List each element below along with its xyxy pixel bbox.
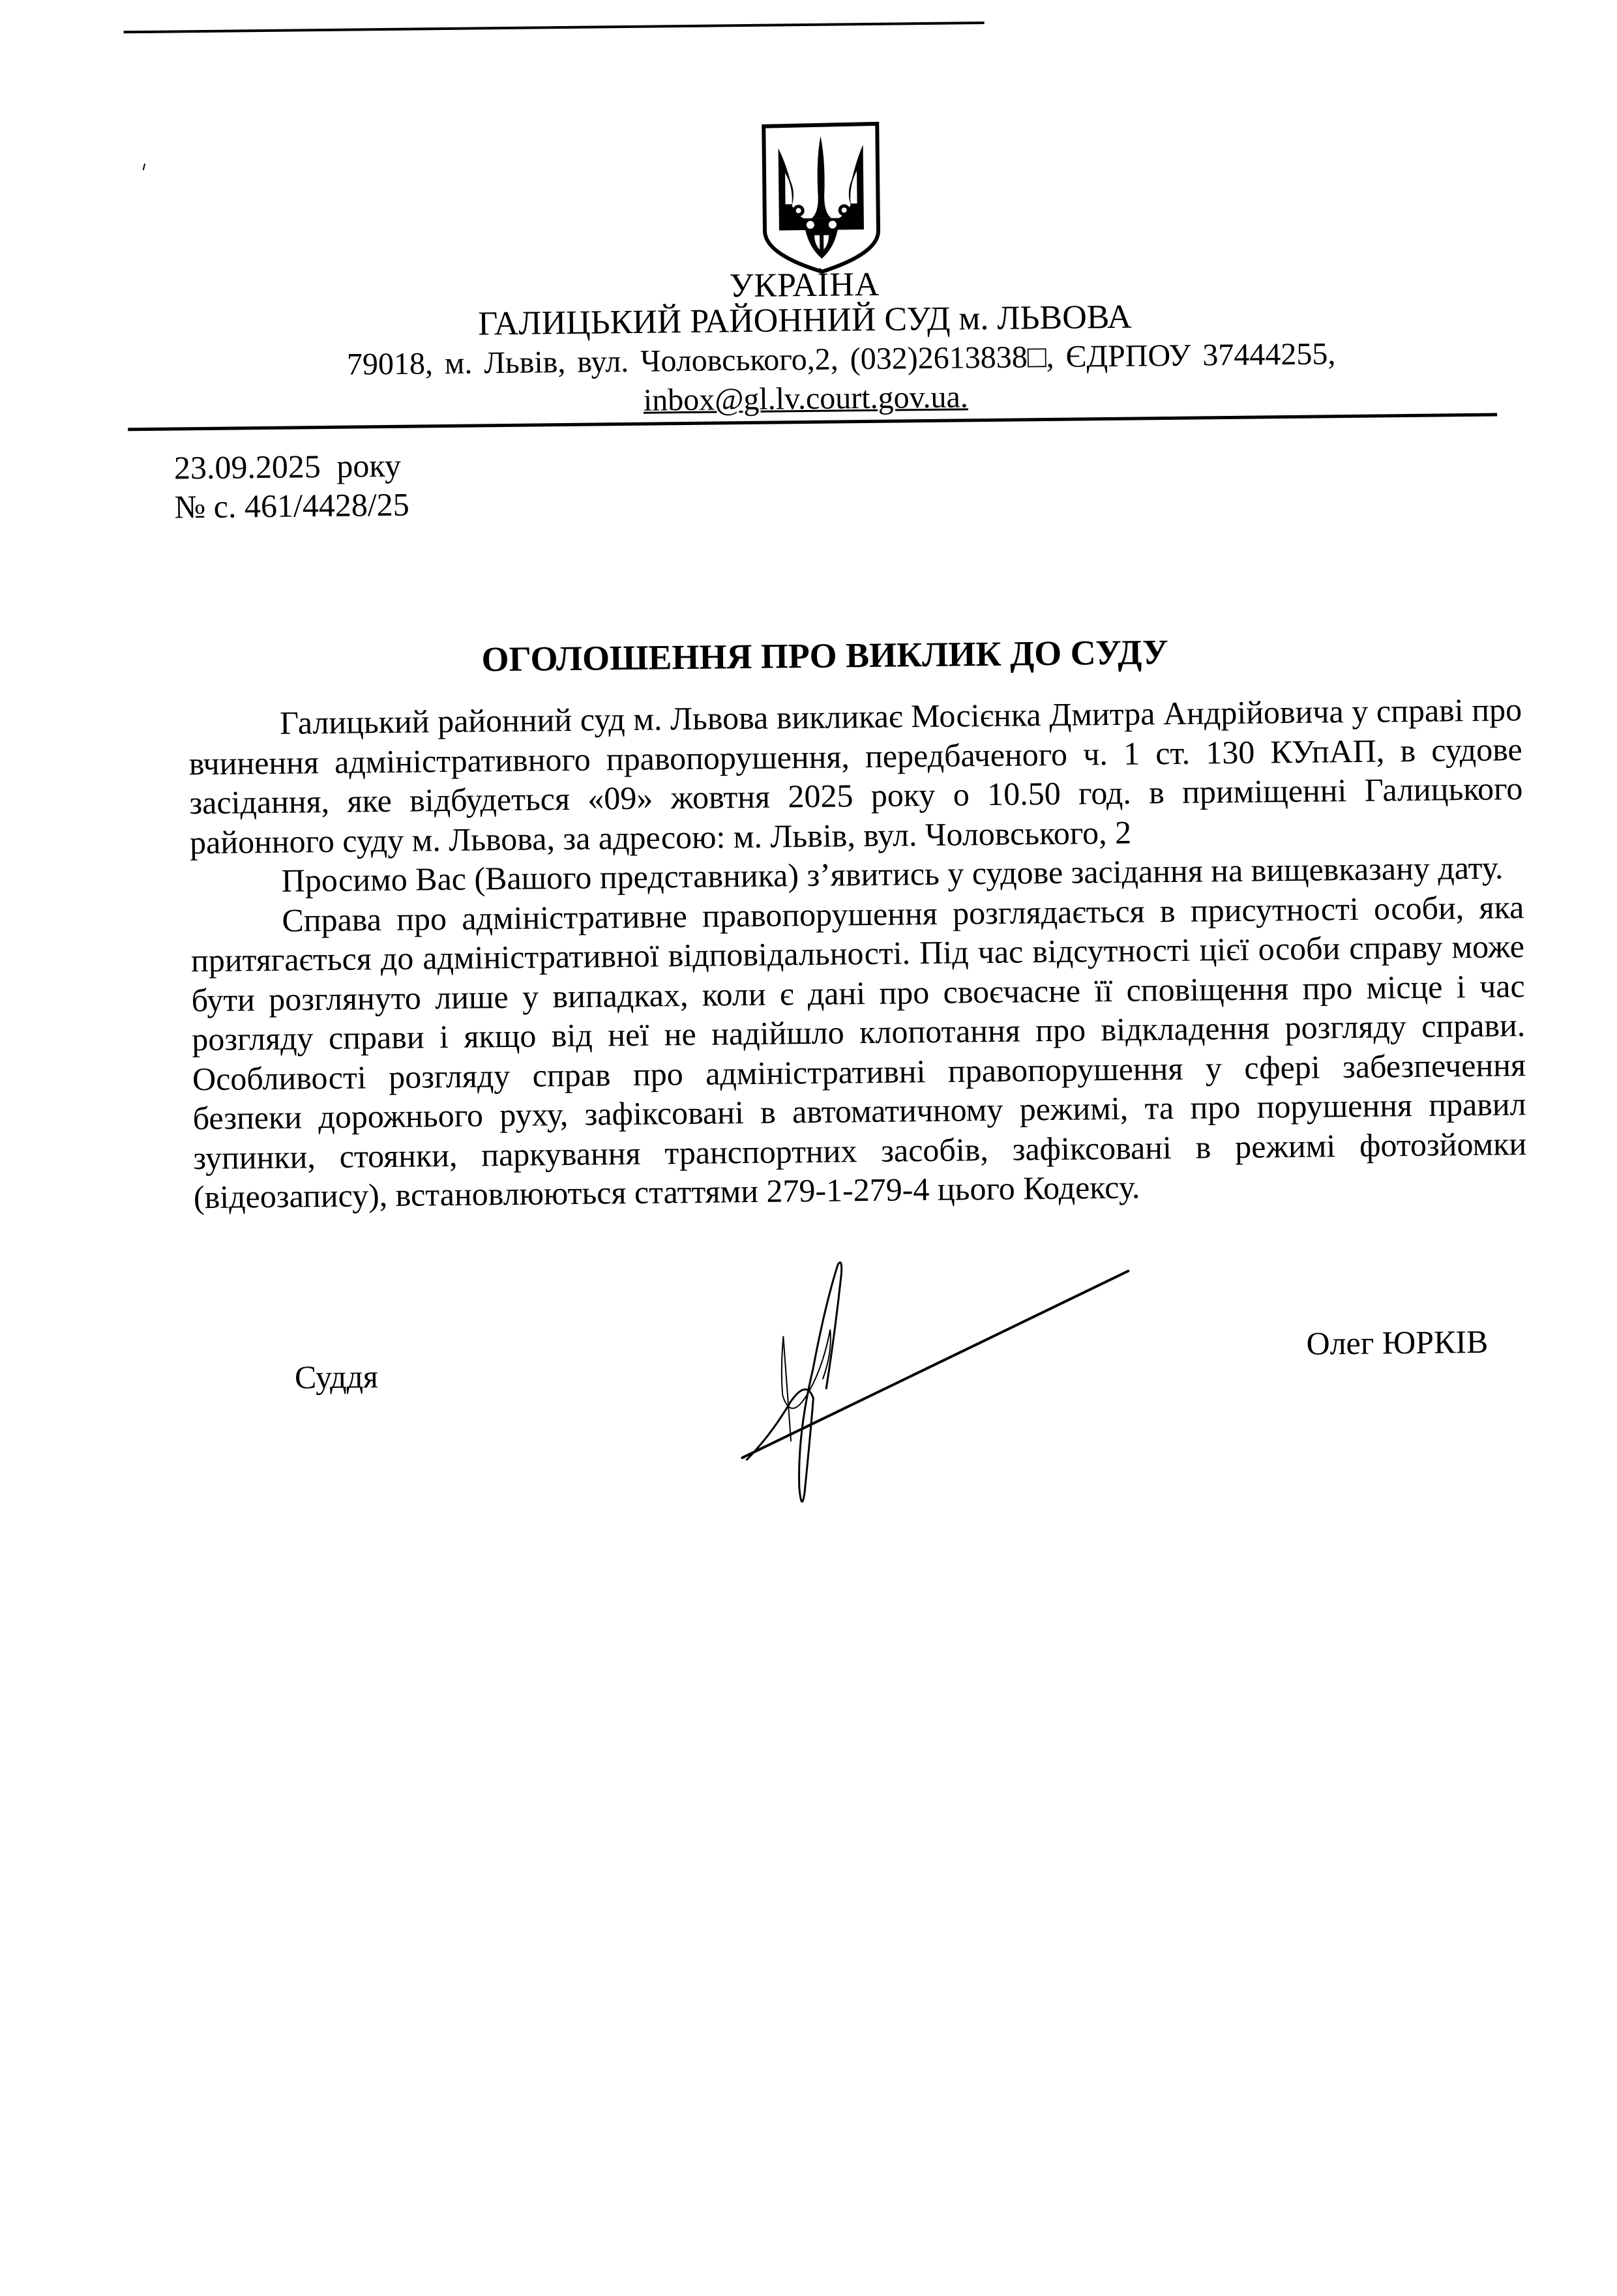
document-date: 23.09.2025 року	[173, 447, 402, 486]
signer-role: Суддя	[294, 1358, 379, 1396]
signer-name: Олег ЮРКІВ	[1306, 1323, 1489, 1362]
body-paragraph-summons: Галицький районний суд м. Львова викликає Мосієнка Дмитра Андрійовича у справі про вчинення адміністративного правопорушення, передбаченого ч. 1 ст. 130 КУпАП, в судове засідання, яке відбудеться «09» жовтня 2025 року о 10.50 год. в приміщенні Галицького районного суду м. Львова, за адресою: м. Львів, вул. Чоловського, 2	[188, 691, 1523, 861]
signature-icon	[691, 1234, 1216, 1527]
body-paragraph-procedure: Справа про адміністративне правопорушення розглядається в присутності особи, яка притягається до адміністративної відповідальності. Під час відсутності цієї особи справу може бути розглянуто лише у випадках, коли є дані про своєчасне її сповіщення про місце і час розгляду справи і якщо від неї не надійшло клопотання про відкладення розгляду справи. Особливості розгляду справ про адміністративні правопорушення у сфері забезпечення безпеки дорожнього руху, зафіксовані в автоматичному режимі, та про порушення правил зупинки, стоянки, паркування транспортних засобів, зафіксовані в режимі фотозйомки (відеозапису), встановлюються статтями 279-1-279-4 цього Кодексу.	[190, 888, 1527, 1216]
case-number: № с. 461/4428/25	[174, 486, 410, 525]
court-address: 79018, м. Львів, вул. Чоловського,2, (032)2613838□, ЄДРПОУ 37444255,	[346, 336, 1336, 382]
body-paragraph-request: Просимо Вас (Вашого представника) з’явитись у судове засідання на вищевказану дату.	[281, 849, 1504, 899]
scan-artifact-mark	[143, 164, 145, 170]
country-name: УКРАЇНА	[729, 265, 880, 305]
court-name: ГАЛИЦЬКИЙ РАЙОННИЙ СУД м. ЛЬВОВА	[478, 298, 1132, 343]
coat-of-arms-icon	[758, 120, 884, 278]
court-email-link[interactable]: inbox@gl.lv.court.gov.ua.	[643, 379, 969, 418]
document-body	[188, 690, 1527, 1217]
scan-edge-line	[124, 22, 985, 33]
document-title: ОГОЛОШЕННЯ ПРО ВИКЛИК ДО СУДУ	[481, 632, 1168, 679]
